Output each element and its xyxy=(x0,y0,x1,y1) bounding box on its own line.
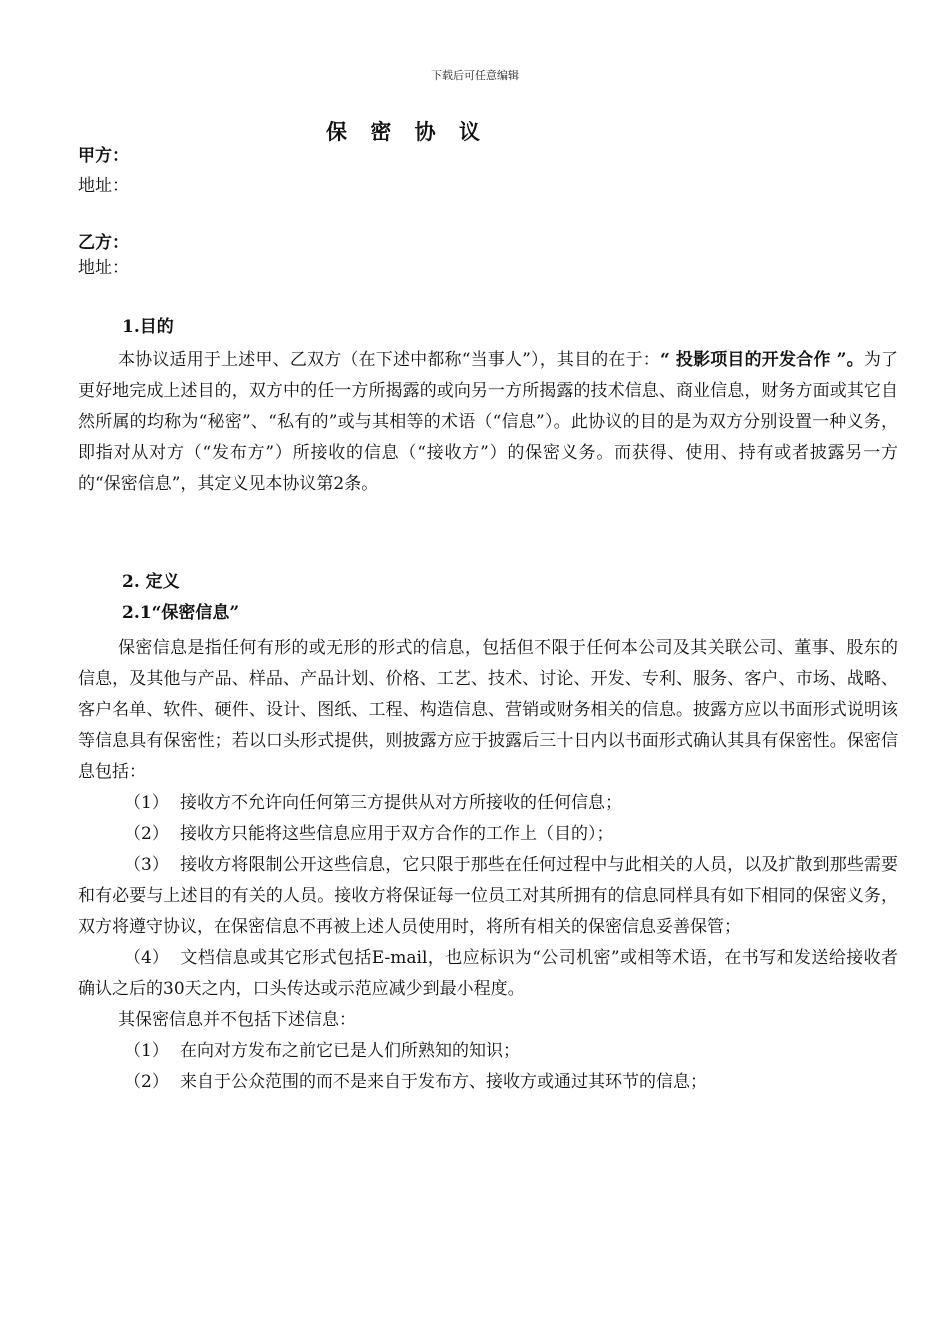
exclusion-item xyxy=(78,1036,898,1067)
list-item-number: （4） xyxy=(124,948,169,968)
party-a-label: 甲方： xyxy=(78,146,129,166)
list-item xyxy=(78,943,898,1005)
header-note: 下载后可任意编辑 xyxy=(431,69,519,82)
list-item-number: （3） xyxy=(124,855,169,875)
section-1-paragraph xyxy=(78,345,898,500)
party-a-block xyxy=(78,143,129,199)
exclusion-item xyxy=(78,1067,898,1098)
exclusion-item-text: 在向对方发布之前它已是人们所熟知的知识； xyxy=(180,1041,520,1061)
party-b-block xyxy=(78,230,129,281)
list-item-text: 接收方只能将这些信息应用于双方合作的工作上（目的）； xyxy=(180,824,614,844)
list-item-text: 文档信息或其它形式包括E-mail，也应标识为“公司机密”或相等术语，在书写和发送给接收者确认之后的30天之内，口头传达或示范应减少到最小程度。 xyxy=(78,948,898,999)
party-a-address-label: 地址： xyxy=(78,176,129,196)
list-item-text: 接收方不允许向任何第三方提供从对方所接收的任何信息； xyxy=(180,793,622,813)
exclusion-item-number: （2） xyxy=(124,1072,169,1092)
list-item-number: （2） xyxy=(124,824,169,844)
list-item-text: 接收方将限制公开这些信息，它只限于那些在任何过程中与此相关的人员，以及扩散到那些需要和有必要与上述目的有关的人员。接收方将保证每一位员工对其所拥有的信息同样具有如下相同的保密义务，双方将遵守协议，在保密信息不再被上述人员使用时，将所有相关的保密信息妥善保管； xyxy=(78,855,898,937)
party-b-label: 乙方： xyxy=(78,233,129,253)
section-2 xyxy=(78,567,898,1098)
document-title: 保 密 协 议 xyxy=(326,119,488,144)
section-2-heading: 2. 定义 xyxy=(122,572,180,592)
section-1-text-b: 为了更好地完成上述目的，双方中的任一方所揭露的或向另一方所揭露的技术信息、商业信息，财务方面或其它自然所属的均称为“秘密”、“私有的”或与其相等的术语（“信息”）。此协议的目的是为双方分别设置一种义务，即指对从对方（“发布方”）所接收的信息（“接收方”）的保密义务。而获得、使用、持有或者披露另一方的“保密信息”，其定义见本协议第2条。 xyxy=(78,350,898,494)
section-1-heading: 1.目的 xyxy=(122,317,174,337)
section-1 xyxy=(78,312,898,500)
section-2-1-heading: 2.1“保密信息” xyxy=(122,603,240,623)
list-item-number: （1） xyxy=(124,793,169,813)
list-item xyxy=(78,788,898,819)
exclusion-item-text: 来自于公众范围的而不是来自于发布方、接收方或通过其环节的信息； xyxy=(180,1072,707,1092)
exclusion-intro: 其保密信息并不包括下述信息： xyxy=(118,1010,356,1030)
confidential-info-definition: 保密信息是指任何有形的或无形的形式的信息，包括但不限于任何本公司及其关联公司、董事、股东的信息，及其他与产品、样品、产品计划、价格、工艺、技术、讨论、开发、专利、服务、客户、市场、战略、客户名单、软件、硬件、设计、图纸、工程、构造信息、营销或财务相关的信息。披露方应以书面形式说明该等信息具有保密性；若以口头形式提供，则披露方应于披露后三十日内以书面形式确认其具有保密性。保密信息包括： xyxy=(78,638,898,782)
list-item xyxy=(78,850,898,943)
exclusion-item-number: （1） xyxy=(124,1041,169,1061)
list-item xyxy=(78,819,898,850)
party-b-address-label: 地址： xyxy=(78,258,129,278)
project-name: “ 投影项目的开发合作 ”。 xyxy=(660,350,864,370)
section-1-text-a: 本协议适用于上述甲、乙双方（在下述中都称“当事人”），其目的在于： xyxy=(118,350,660,370)
